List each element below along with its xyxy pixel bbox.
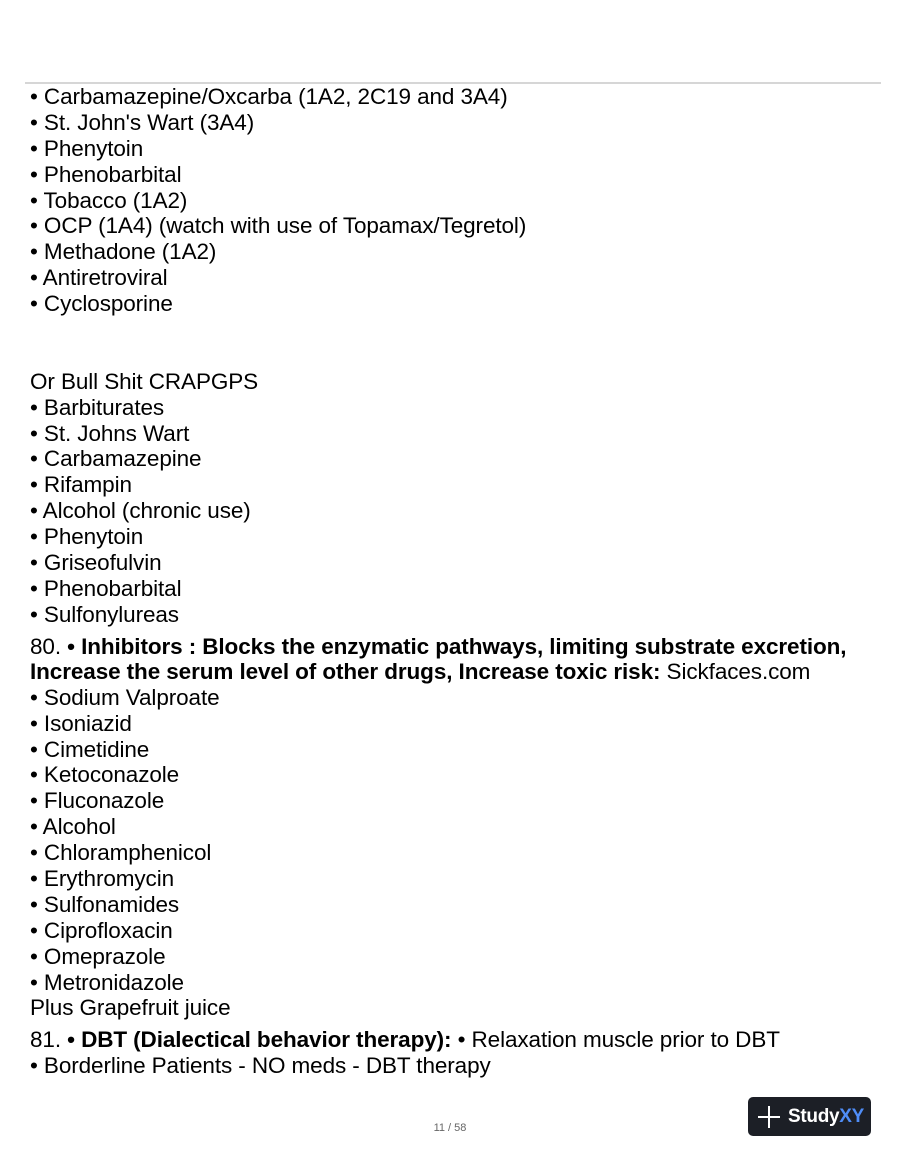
list-item: • Tobacco (1A2) <box>30 187 188 213</box>
list-item: • Barbiturates <box>30 394 165 420</box>
list-item: • OCP (1A4) (watch with use of Topamax/Tegretol) <box>30 213 527 239</box>
list-item: • Rifampin <box>30 472 132 498</box>
list-item: • Alcohol <box>30 814 116 840</box>
list-item: • Cyclosporine <box>30 291 173 317</box>
list-item: • Antiretroviral <box>30 265 168 291</box>
mnemonic-heading: Or Bull Shit CRAPGPS <box>30 368 259 394</box>
list-item: • St. John's Wart (3A4) <box>30 109 255 135</box>
list-item: • Griseofulvin <box>30 550 162 576</box>
question-bold-text: • Inhibitors : Blocks the enzymatic pathways, limiting substrate excretion, Increase the serum level of other drugs, Increase toxic risk: <box>30 633 847 685</box>
list-item: • Phenytoin <box>30 524 144 550</box>
inducer-list <box>30 84 880 317</box>
list-item: • St. Johns Wart <box>30 420 190 446</box>
question-81 <box>30 1027 880 1053</box>
list-item: • Phenobarbital <box>30 161 182 187</box>
list-item: • Borderline Patients - NO meds - DBT therapy <box>30 1052 491 1078</box>
list-item: • Alcohol (chronic use) <box>30 498 251 524</box>
list-item: • Omeprazole <box>30 943 166 969</box>
question-bold-text: • DBT (Dialectical behavior therapy): <box>67 1027 452 1053</box>
mnemonic-list <box>30 395 880 628</box>
list-item: • Sulfonamides <box>30 891 180 917</box>
spacer <box>30 317 880 369</box>
page-content <box>30 84 880 1079</box>
list-item: • Sodium Valproate <box>30 684 220 710</box>
question-80 <box>30 634 880 685</box>
inhibitor-list <box>30 685 880 996</box>
list-item: • Erythromycin <box>30 865 175 891</box>
question-rest-text: • Relaxation muscle prior to DBT <box>451 1027 780 1053</box>
studyxy-badge[interactable] <box>748 1097 871 1136</box>
list-item: • Phenytoin <box>30 135 144 161</box>
list-item: • Cimetidine <box>30 736 150 762</box>
list-item: • Chloramphenicol <box>30 840 212 866</box>
plus-icon <box>756 1104 782 1130</box>
list-item: • Carbamazepine <box>30 446 202 472</box>
list-item: • Fluconazole <box>30 788 165 814</box>
brand-name-part: Study <box>788 1105 840 1127</box>
plus-note: Plus Grapefruit juice <box>30 995 231 1021</box>
list-item: • Methadone (1A2) <box>30 239 217 265</box>
page-number: 11 / 58 <box>433 1122 467 1134</box>
list-item: • Isoniazid <box>30 710 132 736</box>
question-number: 80. <box>30 633 68 659</box>
brand-name <box>788 1106 864 1128</box>
brand-name-accent: XY <box>839 1105 865 1127</box>
list-item: • Ciprofloxacin <box>30 917 173 943</box>
question-number: 81. <box>30 1027 68 1053</box>
list-item: • Metronidazole <box>30 969 184 995</box>
list-item: • Ketoconazole <box>30 762 180 788</box>
list-item: • Phenobarbital <box>30 575 182 601</box>
list-item: • Carbamazepine/Oxcarba (1A2, 2C19 and 3A4) <box>30 84 508 109</box>
list-item: • Sulfonylureas <box>30 601 179 627</box>
question-rest-text: Sickfaces.com <box>660 659 811 685</box>
